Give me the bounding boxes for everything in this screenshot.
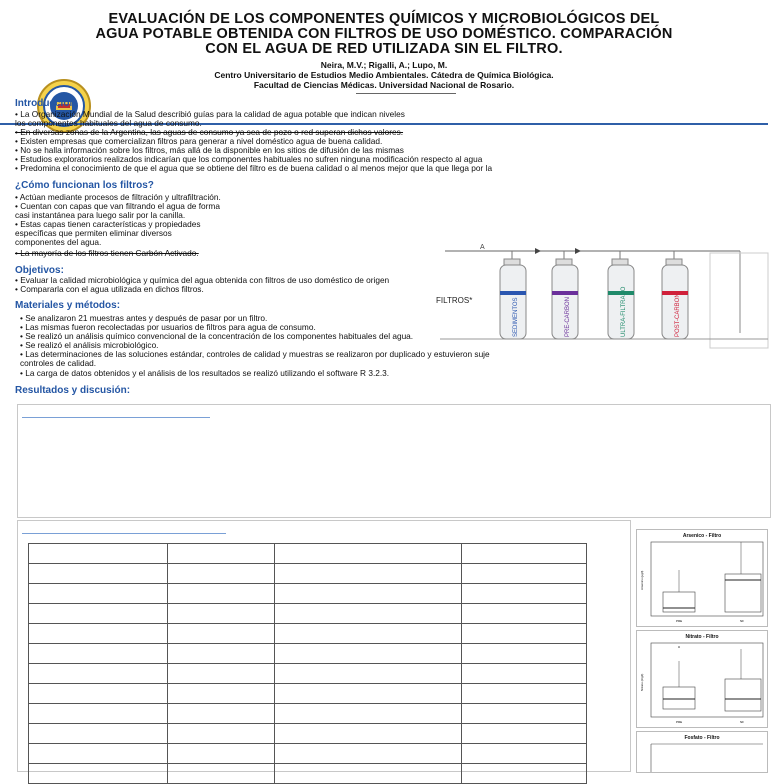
- arsenic-xlabel-pre: PRE: [676, 619, 683, 623]
- table-cell: [462, 564, 587, 584]
- table-cell: [275, 604, 462, 624]
- table-cell: [275, 584, 462, 604]
- table-cell: [275, 764, 462, 784]
- table-cell: [462, 664, 587, 684]
- header-divider: [356, 93, 456, 94]
- results-panel-1: [17, 404, 771, 518]
- table-cell: [168, 684, 275, 704]
- table-cell: [275, 644, 462, 664]
- table-row: [29, 764, 587, 784]
- filter-cartridge-3: [608, 251, 634, 339]
- objectives-line-2: • Compararla con el agua utilizada en dichos filtros.: [15, 284, 204, 294]
- table-cell: [168, 564, 275, 584]
- methods-line-1: • Se analizaron 21 muestras antes y después de pasar por un filtro.: [20, 313, 268, 323]
- affiliation-2: Facultad de Ciencias Médicas. Universidad Nacional de Rosario.: [253, 80, 515, 90]
- intro-line-6: • Estudios exploratorios realizados indicarían que los componentes habituales no sufren ninguna modificación respecto al agua: [15, 154, 483, 164]
- intro-line-4: • Existen empresas que comercializan filtros para generar a nivel doméstico agua de buena calidad.: [15, 136, 383, 146]
- filters-heading: ¿Cómo funcionan los filtros?: [15, 180, 154, 191]
- affiliation-1: Centro Universitario de Estudios Medio Ambientales. Cátedra de Química Biológica.: [214, 70, 554, 80]
- intro-heading: Introducción: [15, 98, 76, 109]
- filter-cartridge-2: [552, 251, 578, 339]
- table-cell: [462, 704, 587, 724]
- table-row: [29, 644, 587, 664]
- nitrate-ylabel: Nitrato (mg/l): [640, 673, 644, 691]
- poster-title: [20, 12, 748, 57]
- cartridge-label-2: PRE-CARBON: [565, 296, 571, 337]
- table-row: [29, 564, 587, 584]
- table-cell: [462, 604, 587, 624]
- table-cell: [168, 724, 275, 744]
- title-line-2: AGUA POTABLE OBTENIDA CON FILTROS DE USO DOMÉSTICO. COMPARACIÓN: [95, 26, 673, 42]
- intro-line-1: • La Organización Mundial de la Salud describió guías para la calidad de agua potable que indican niveles: [15, 109, 405, 119]
- filters-line-5: específicas que permiten eliminar diversos: [15, 228, 172, 238]
- table-cell: [29, 564, 168, 584]
- table-row: [29, 604, 587, 624]
- arsenic-ylabel: Arsenico (µg/l): [640, 570, 644, 590]
- table-cell: [168, 624, 275, 644]
- table-row: [29, 584, 587, 604]
- intro-line-7: • Predomina el conocimiento de que el agua que se obtiene del filtro es de buena calidad o al menos mejor que la que llega por la: [15, 163, 493, 173]
- methods-line-7: • La carga de datos obtenidos y el análisis de los resultados se realizó utilizando el software R 3.2.3.: [20, 368, 390, 378]
- results-heading: Resultados y discusión:: [15, 385, 131, 396]
- authors: Neira, M.V.; Rigalli, A.; Lupo, M.: [320, 60, 448, 70]
- table-cell: [275, 624, 462, 644]
- table-cell: [275, 544, 462, 564]
- table-cell: [462, 724, 587, 744]
- table-cell: [462, 584, 587, 604]
- table-cell: [29, 544, 168, 564]
- diagram-inlet-label: A: [480, 244, 485, 251]
- filters-line-3: casi instantánea para luego salir por la canilla.: [15, 210, 186, 220]
- table-row: [29, 664, 587, 684]
- table-cell: [29, 644, 168, 664]
- arsenic-xlabel-nf: NF: [740, 619, 744, 623]
- cartridge-label-1: SEDIMENTOS: [513, 297, 519, 337]
- table-cell: [168, 744, 275, 764]
- intro-line-2: los componentes habituales del agua de consumo.: [15, 118, 202, 128]
- results-panel-2-rule: [22, 533, 226, 534]
- methods-heading: Materiales y métodos:: [15, 300, 121, 311]
- table-cell: [29, 604, 168, 624]
- table-cell: [168, 704, 275, 724]
- methods-line-6: controles de calidad.: [20, 358, 97, 368]
- table-cell: [462, 644, 587, 664]
- nitrate-boxplot: [636, 630, 768, 728]
- table-row: [29, 544, 587, 564]
- intro-line-3: • En diversas zonas de la Argentina, las aguas de consumo ya sea de pozo o red superan dichos valores.: [15, 127, 404, 137]
- filter-cartridge-4: [662, 251, 688, 339]
- table-row: [29, 684, 587, 704]
- filters-line-2: • Cuentan con capas que van filtrando el agua de forma: [15, 201, 220, 211]
- table-cell: [29, 744, 168, 764]
- phosphate-plot-title: Fosfato - Filtro: [684, 735, 720, 741]
- cartridge-label-3: ULTRA-FILTRADO: [621, 286, 627, 337]
- table-cell: [168, 764, 275, 784]
- filters-line-1: • Actúan mediante procesos de filtración y ultrafiltración.: [15, 192, 221, 202]
- filter-diagram: [436, 243, 768, 353]
- cartridge-label-4: POST-CARBON: [675, 293, 681, 337]
- table-cell: [168, 604, 275, 624]
- results-table: [28, 543, 587, 784]
- table-cell: [29, 724, 168, 744]
- diagram-filters-label: FILTROS*: [436, 296, 473, 305]
- table-cell: [462, 684, 587, 704]
- arsenic-boxplot: [636, 529, 768, 627]
- table-row: [29, 704, 587, 724]
- table-row: [29, 744, 587, 764]
- objectives-line-1: • Evaluar la calidad microbiológica y química del agua obtenida con filtros de uso doméstico de origen: [15, 275, 390, 285]
- methods-line-2: • Las mismas fueron recolectadas por usuarios de filtros para agua de consumo.: [20, 322, 316, 332]
- table-cell: [29, 684, 168, 704]
- table-cell: [275, 744, 462, 764]
- table-cell: [275, 664, 462, 684]
- table-cell: [462, 764, 587, 784]
- nitrate-plot-title: Nitrato - Filtro: [685, 634, 719, 640]
- table-cell: [275, 704, 462, 724]
- table-row: [29, 724, 587, 744]
- table-cell: [275, 684, 462, 704]
- table-row: [29, 624, 587, 644]
- title-line-1: EVALUACIÓN DE LOS COMPONENTES QUÍMICOS Y MICROBIOLÓGICOS DEL: [108, 11, 660, 27]
- table-cell: [29, 624, 168, 644]
- filter-cartridge-1: [500, 251, 526, 339]
- table-cell: [29, 704, 168, 724]
- table-cell: [462, 744, 587, 764]
- methods-line-4: • Se realizó el análisis microbiológico.: [20, 340, 159, 350]
- title-line-3: CON EL AGUA DE RED UTILIZADA SIN EL FILTRO.: [205, 41, 563, 57]
- results-panel-1-rule: [22, 417, 210, 418]
- intro-line-5: • No se halla información sobre los filtros, más allá de la disponible en los sitios de difusión de las mismas: [15, 145, 404, 155]
- filters-line-4: • Estas capas tienen características y propiedades: [15, 219, 201, 229]
- table-cell: [168, 584, 275, 604]
- table-cell: [462, 544, 587, 564]
- table-cell: [29, 664, 168, 684]
- table-cell: [275, 564, 462, 584]
- table-cell: [29, 764, 168, 784]
- nitrate-xlabel-pre: PRE: [676, 720, 683, 724]
- nitrate-xlabel-nf: NF: [740, 720, 744, 724]
- table-cell: [275, 724, 462, 744]
- methods-line-5: • Las determinaciones de las soluciones estándar, controles de calidad y muestras se realizaron por duplicado y estuvieron suje: [20, 349, 490, 359]
- table-cell: [168, 644, 275, 664]
- objectives-heading: Objetivos:: [15, 265, 64, 276]
- phosphate-boxplot: [636, 731, 768, 773]
- table-cell: [168, 664, 275, 684]
- filters-line-7: • La mayoría de los filtros tienen Carbón Activado.: [15, 248, 199, 258]
- table-cell: [168, 544, 275, 564]
- table-cell: [29, 584, 168, 604]
- arsenic-plot-title: Arsenico - Filtro: [682, 533, 722, 539]
- filters-line-6: componentes del agua.: [15, 237, 102, 247]
- table-cell: [462, 624, 587, 644]
- methods-line-3: • Se realizó un análisis químico convencional de la concentración de los componentes habituales del agua.: [20, 331, 414, 341]
